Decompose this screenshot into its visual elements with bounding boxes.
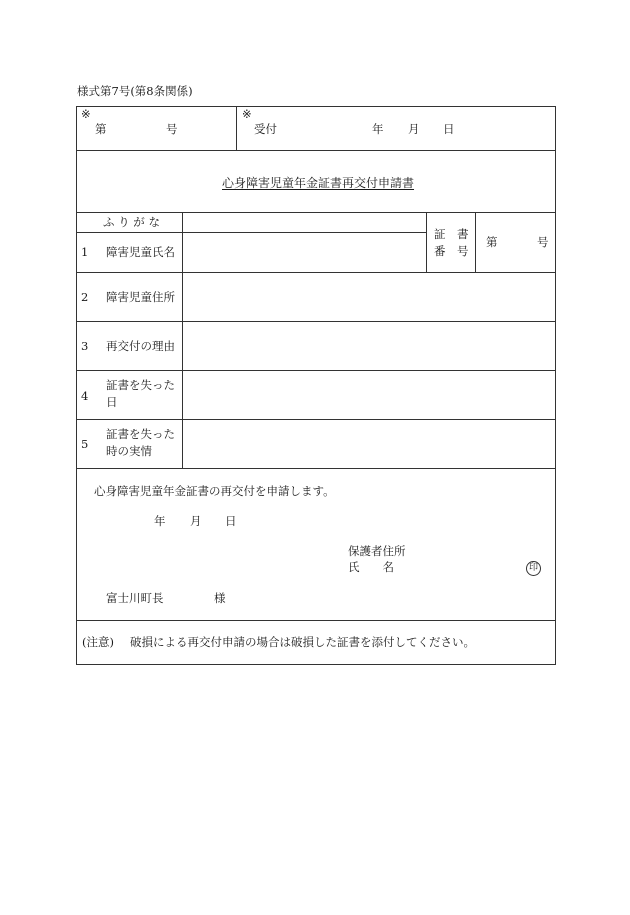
lost-circumstances-label: 時の実情 (106, 444, 152, 458)
reissue-reason-field[interactable] (186, 325, 551, 367)
child-name-label: 障害児童氏名 (106, 245, 175, 259)
note-text: 破損による再交付申請の場合は破損した証書を添付してください。 (130, 635, 475, 649)
divider (76, 321, 556, 322)
furigana-label: ふ り が な (103, 215, 160, 229)
divider (76, 468, 556, 469)
addressee: 富士川町長 (106, 591, 164, 605)
receipt-number-prefix: 第 (95, 122, 107, 136)
honorific: 様 (214, 591, 226, 605)
divider (76, 212, 556, 213)
received-label: 受付 (254, 122, 277, 136)
application-day: 日 (225, 514, 237, 528)
application-statement: 心身障害児童年金証書の再交付を申請します。 (94, 484, 335, 498)
form-number-label: 様式第7号(第8条関係) (77, 84, 193, 98)
divider (76, 232, 426, 233)
divider (76, 620, 556, 621)
row-number: 5 (81, 437, 89, 451)
certificate-number-prefix: 第 (486, 235, 498, 249)
receipt-number-suffix: 号 (166, 122, 178, 136)
note-label: (注意) (82, 635, 114, 649)
received-day: 日 (443, 122, 455, 136)
lost-date-label: 日 (106, 395, 118, 409)
office-use-mark: ※ (242, 107, 252, 121)
office-use-mark: ※ (81, 107, 91, 121)
child-address-field[interactable] (186, 276, 551, 318)
guardian-name-label: 氏 名 (348, 560, 394, 574)
divider (475, 212, 476, 272)
seal-mark: 印 (526, 561, 541, 576)
guardian-address-label: 保護者住所 (348, 544, 406, 558)
child-address-label: 障害児童住所 (106, 290, 175, 304)
row-number: 2 (81, 290, 89, 304)
lost-circumstances-label: 証書を失った (106, 427, 175, 441)
divider (426, 212, 427, 272)
divider (182, 212, 183, 468)
lost-circumstances-field[interactable] (186, 423, 551, 465)
child-name-field[interactable] (186, 236, 422, 268)
lost-date-label: 証書を失った (106, 378, 175, 392)
furigana-field[interactable] (186, 216, 422, 230)
lost-date-field[interactable] (186, 374, 551, 416)
certificate-number-label: 証 書 (434, 227, 469, 241)
received-year: 年 (372, 122, 384, 136)
divider (76, 150, 556, 151)
divider (76, 370, 556, 371)
form-title: 心身障害児童年金証書再交付申請書 (222, 176, 415, 190)
certificate-number-field[interactable] (496, 230, 532, 256)
row-number: 4 (81, 389, 89, 403)
guardian-address-field[interactable] (410, 543, 520, 559)
application-month: 月 (190, 514, 202, 528)
row-number: 1 (81, 245, 89, 259)
reissue-reason-label: 再交付の理由 (106, 339, 175, 353)
received-month: 月 (408, 122, 420, 136)
application-year: 年 (154, 514, 166, 528)
divider (76, 419, 556, 420)
divider (76, 272, 556, 273)
guardian-name-field[interactable] (410, 559, 520, 575)
row-number: 3 (81, 339, 89, 353)
certificate-number-suffix: 号 (537, 235, 549, 249)
certificate-number-label: 番 号 (434, 244, 469, 258)
divider (236, 106, 237, 150)
